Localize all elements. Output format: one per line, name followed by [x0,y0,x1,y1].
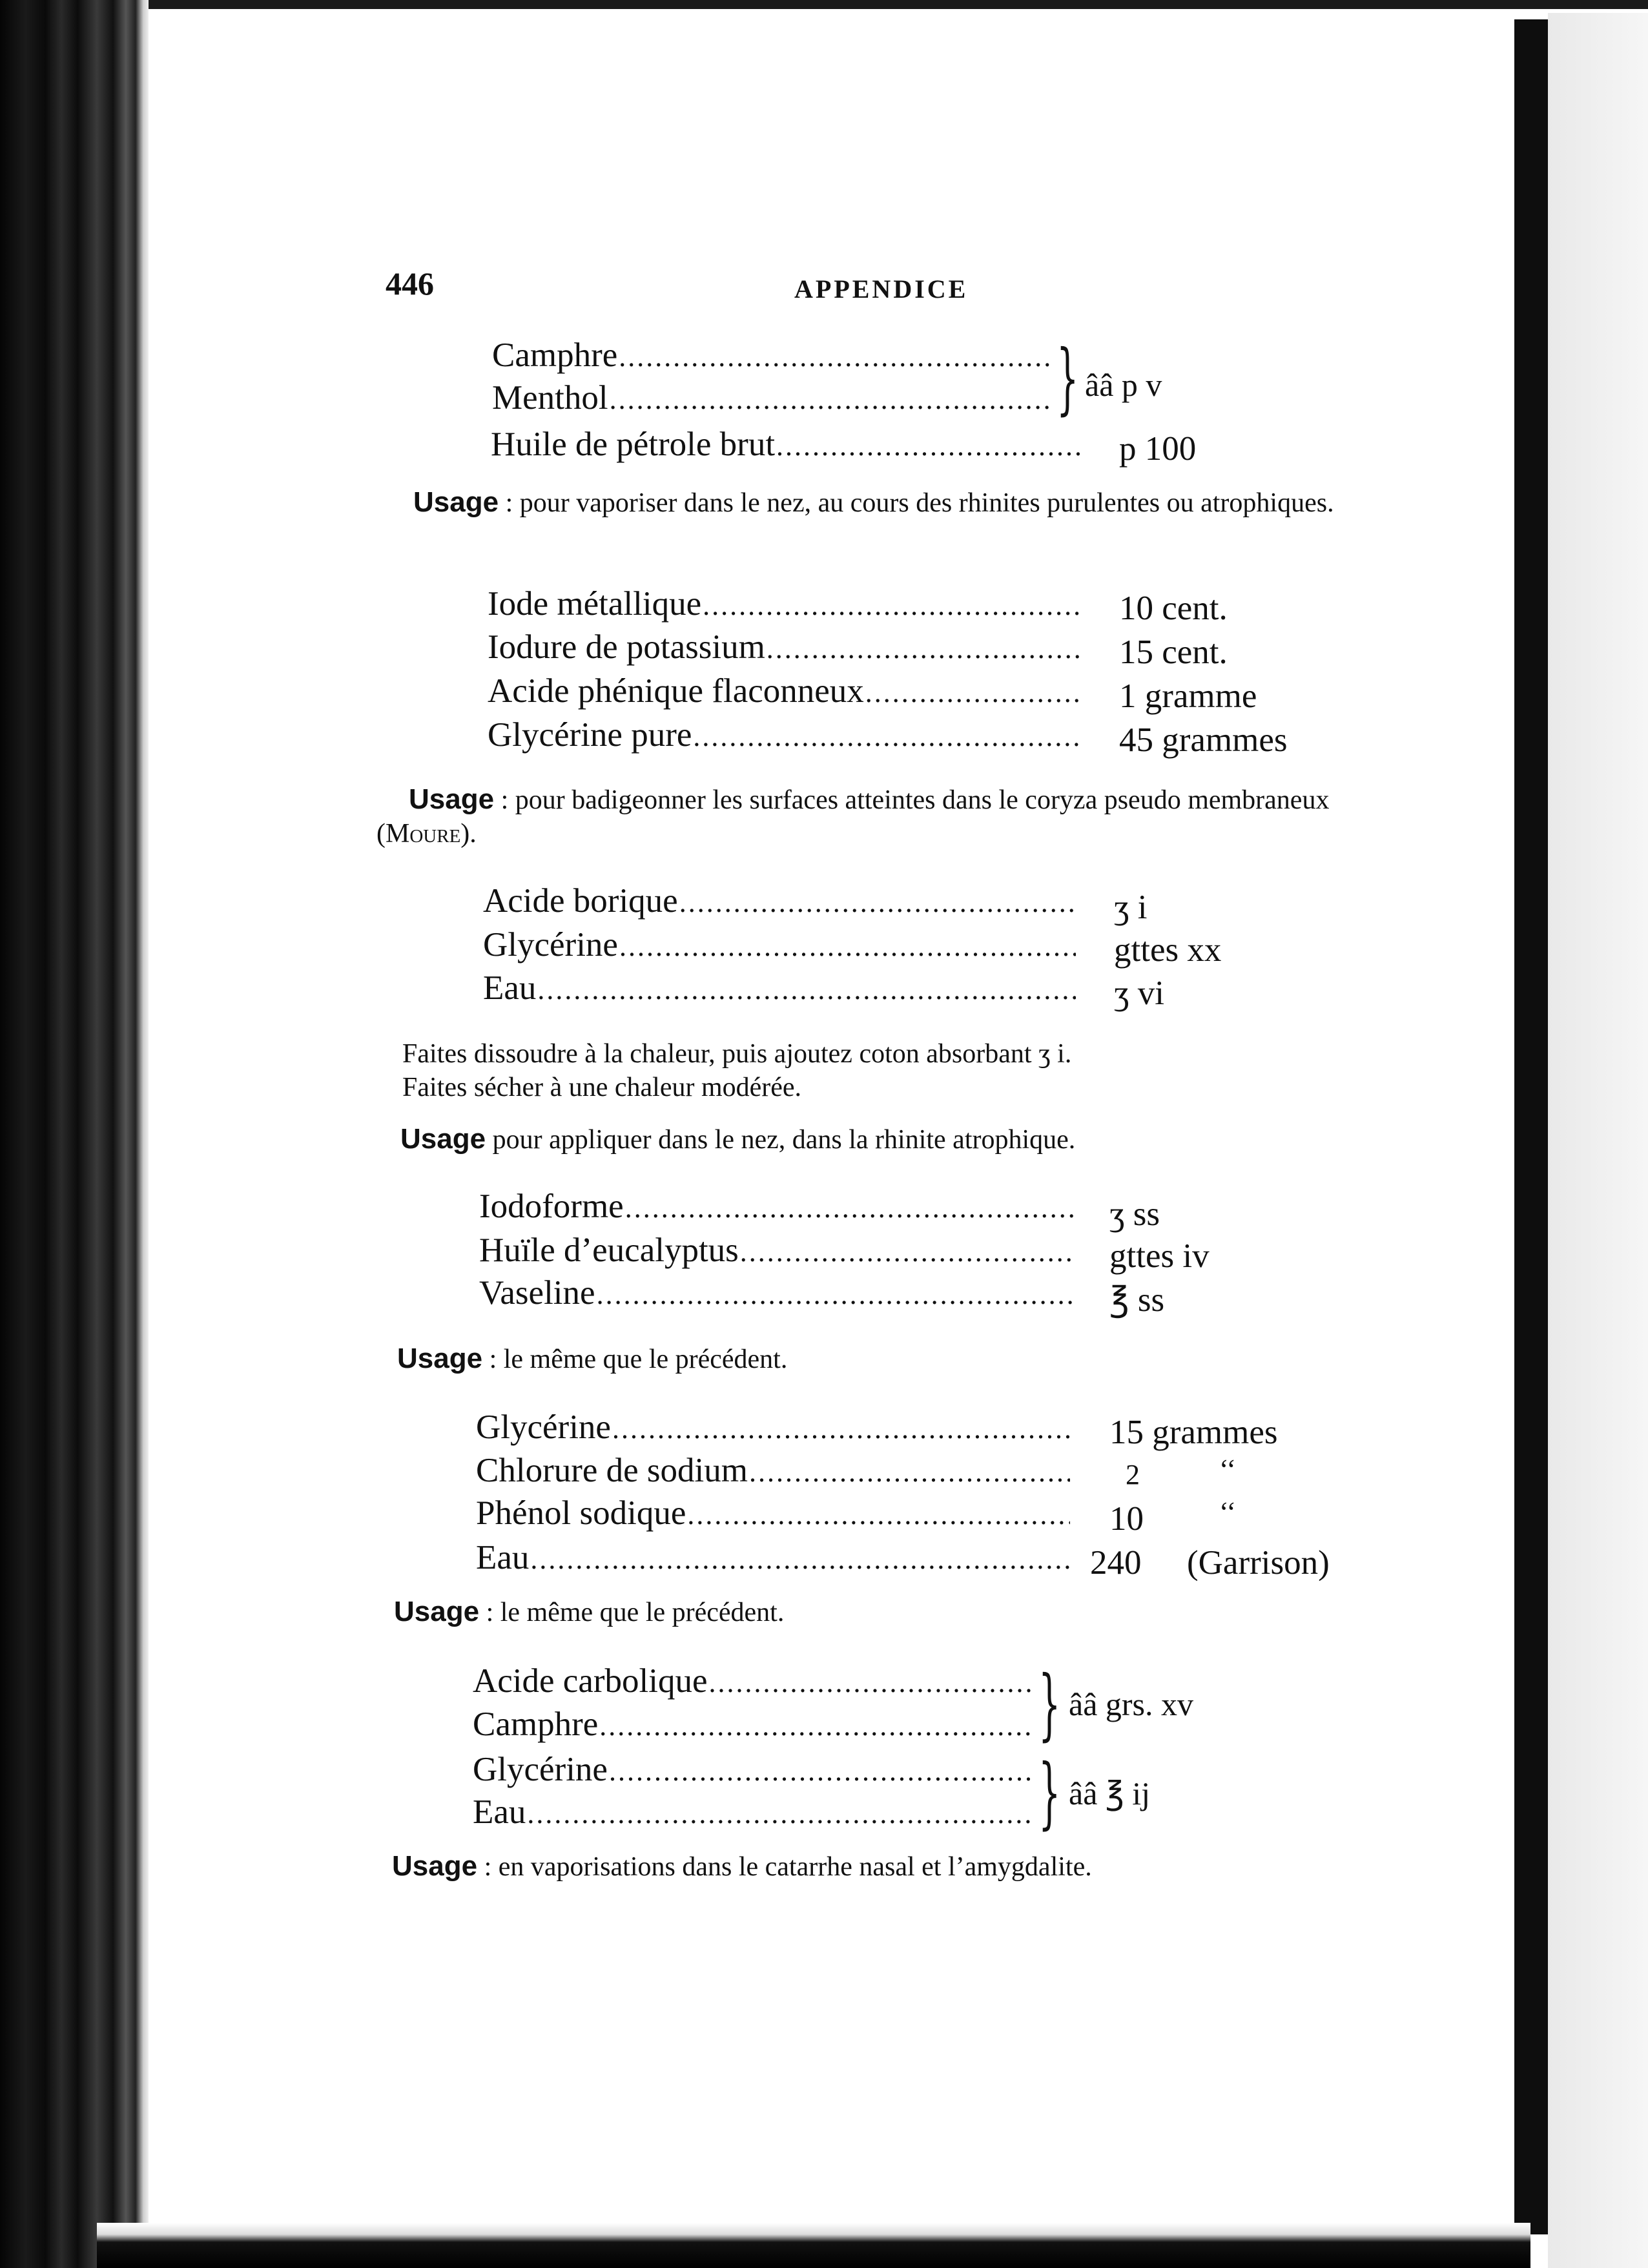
ingredient-line [476,1494,1070,1532]
ingredient-name: Camphre [473,1706,599,1743]
dot-leader [619,340,1054,373]
ingredient-name: Acide carbolique [473,1662,708,1700]
dot-leader [599,1709,1035,1742]
brace-quantity: ââ p v [1085,367,1162,403]
ingredient-line [483,969,1076,1007]
dot-leader [625,1191,1073,1224]
preparation-note: Faites sécher à une chaleur modérée. [402,1073,802,1102]
ingredient-line [473,1750,1035,1789]
usage-text: : le même que le précédent. [479,1598,785,1627]
ingredient-quantity: 2 [1126,1459,1140,1490]
ingredient-line [476,1538,1070,1577]
usage-text: : pour vaporiser dans le nez, au cours des rhinites purulentes ou atrophiques. [499,488,1334,518]
ingredient-quantity: gttes iv [1109,1237,1210,1275]
ditto-mark: ‘‘ [1219,1454,1237,1485]
ditto-mark: ‘‘ [1219,1496,1237,1528]
ingredient-quantity: 45 grammes [1119,721,1288,759]
usage-text: : le même que le précédent. [482,1345,788,1374]
ingredient-line [488,628,1082,666]
ingredient-line [476,1451,1070,1490]
usage-label: Usage [409,783,495,815]
scan-book-spine [0,0,149,2268]
ingredient-name: Menthol [492,379,608,417]
dot-leader [776,429,1082,462]
ingredient-name: Eau [473,1793,526,1831]
usage-text: pour appliquer dans le nez, dans la rhinite atrophique. [486,1125,1076,1155]
running-header: APPENDICE [794,274,969,304]
formula-author: (Garrison) [1187,1544,1330,1582]
ingredient-line [483,881,1076,920]
ingredient-line [483,925,1076,964]
preparation-note: Faites dissoudre à la chaleur, puis ajoutez coton absorbant ʒ i. [402,1039,1072,1069]
ingredient-line [491,425,1082,464]
dot-leader [767,632,1082,665]
usage-paragraph [376,783,1384,850]
scan-bottom-edge [97,2223,1530,2268]
ingredient-name: Vaseline [479,1274,595,1312]
ingredient-name: Huïle d’eucalyptus [479,1232,739,1269]
dot-leader [612,1412,1070,1445]
ingredient-name: Acide phénique flaconneux [488,672,864,710]
dot-leader [679,886,1076,919]
dot-leader [537,973,1076,1006]
usage-author: Moure [386,819,461,849]
ingredient-line [473,1793,1035,1831]
dot-leader [527,1797,1035,1830]
ingredient-line [479,1187,1073,1226]
ingredient-quantity: ʒ i [1114,889,1148,926]
ingredient-quantity: 1 gramme [1119,677,1257,715]
usage-label: Usage [392,1850,478,1882]
ingredient-name: Camphre [492,336,618,374]
ingredient-name: Glycérine [483,926,618,964]
ingredient-name: Eau [483,969,537,1007]
usage-label: Usage [394,1596,480,1627]
ingredient-quantity: ℥ ss [1109,1281,1165,1319]
ingredient-name: Eau [476,1539,530,1576]
ingredient-quantity: 10 [1109,1500,1144,1538]
dot-leader [749,1456,1070,1489]
ingredient-name: Chlorure de sodium [476,1452,748,1489]
usage-text-end: ). [460,819,477,849]
ingredient-line [492,378,1054,417]
ingredient-name: Glycérine [476,1408,611,1446]
ingredient-line [473,1705,1035,1744]
ingredient-quantity: 15 grammes [1109,1414,1278,1451]
ingredient-name: Acide borique [483,882,678,920]
scan-right-edge [1514,19,1548,2234]
scan-next-page [1548,13,1648,2268]
usage-label: Usage [397,1343,483,1374]
ingredient-name: Huile de pétrole brut [491,426,776,463]
page-number: 446 [386,265,434,302]
dot-leader [865,676,1082,709]
usage-label: Usage [413,486,499,518]
ingredient-name: Iodure de potassium [488,628,765,666]
dot-leader [619,930,1076,963]
ingredient-line [488,584,1082,623]
usage-paragraph [394,1595,1401,1629]
usage-paragraph [400,1122,1408,1157]
dot-leader [610,383,1054,416]
ingredient-quantity: gttes xx [1114,931,1222,969]
ingredient-quantity: 10 cent. [1119,590,1228,627]
usage-paragraph [381,486,1388,520]
ingredient-line [473,1662,1035,1700]
usage-paragraph [397,1342,1405,1376]
ingredient-quantity: ʒ vi [1114,974,1164,1012]
ingredient-line [479,1273,1073,1312]
ingredient-name: Phénol sodique [476,1494,686,1532]
ingredient-line [488,672,1082,710]
ingredient-quantity: ʒ ss [1109,1195,1160,1233]
usage-paragraph [392,1850,1399,1884]
dot-leader [708,1666,1035,1699]
ingredient-name: Glycérine [473,1751,608,1788]
ingredient-line [476,1408,1070,1447]
usage-text: : pour badigeonner les surfaces atteintes dans le coryza pseudo membraneux ( [376,785,1330,849]
ingredient-line [492,336,1054,375]
ingredient-quantity: 240 [1090,1544,1142,1582]
brace-symbol: } [1038,1748,1061,1838]
ingredient-line [479,1231,1073,1270]
dot-leader [530,1543,1070,1576]
ingredient-name: Glycérine pure [488,716,692,754]
brace-symbol: } [1038,1660,1061,1749]
usage-text: : en vaporisations dans le catarrhe nasal et l’amygdalite. [477,1852,1092,1882]
dot-leader [703,589,1082,622]
scan-top-edge [0,0,1648,9]
dot-leader [740,1235,1073,1268]
brace-symbol: } [1056,334,1079,424]
dot-leader [693,720,1082,753]
brace-quantity: ââ ℥ ij [1069,1775,1151,1811]
ingredient-line [488,716,1082,754]
dot-leader [609,1755,1035,1788]
ingredient-quantity: 15 cent. [1119,634,1228,671]
brace-quantity: ââ grs. xv [1069,1686,1193,1722]
ingredient-name: Iodoforme [479,1188,624,1225]
usage-label: Usage [400,1123,486,1155]
ingredient-name: Iode métallique [488,585,702,623]
ingredient-quantity: p 100 [1119,430,1197,468]
dot-leader [687,1498,1070,1531]
dot-leader [597,1278,1073,1311]
